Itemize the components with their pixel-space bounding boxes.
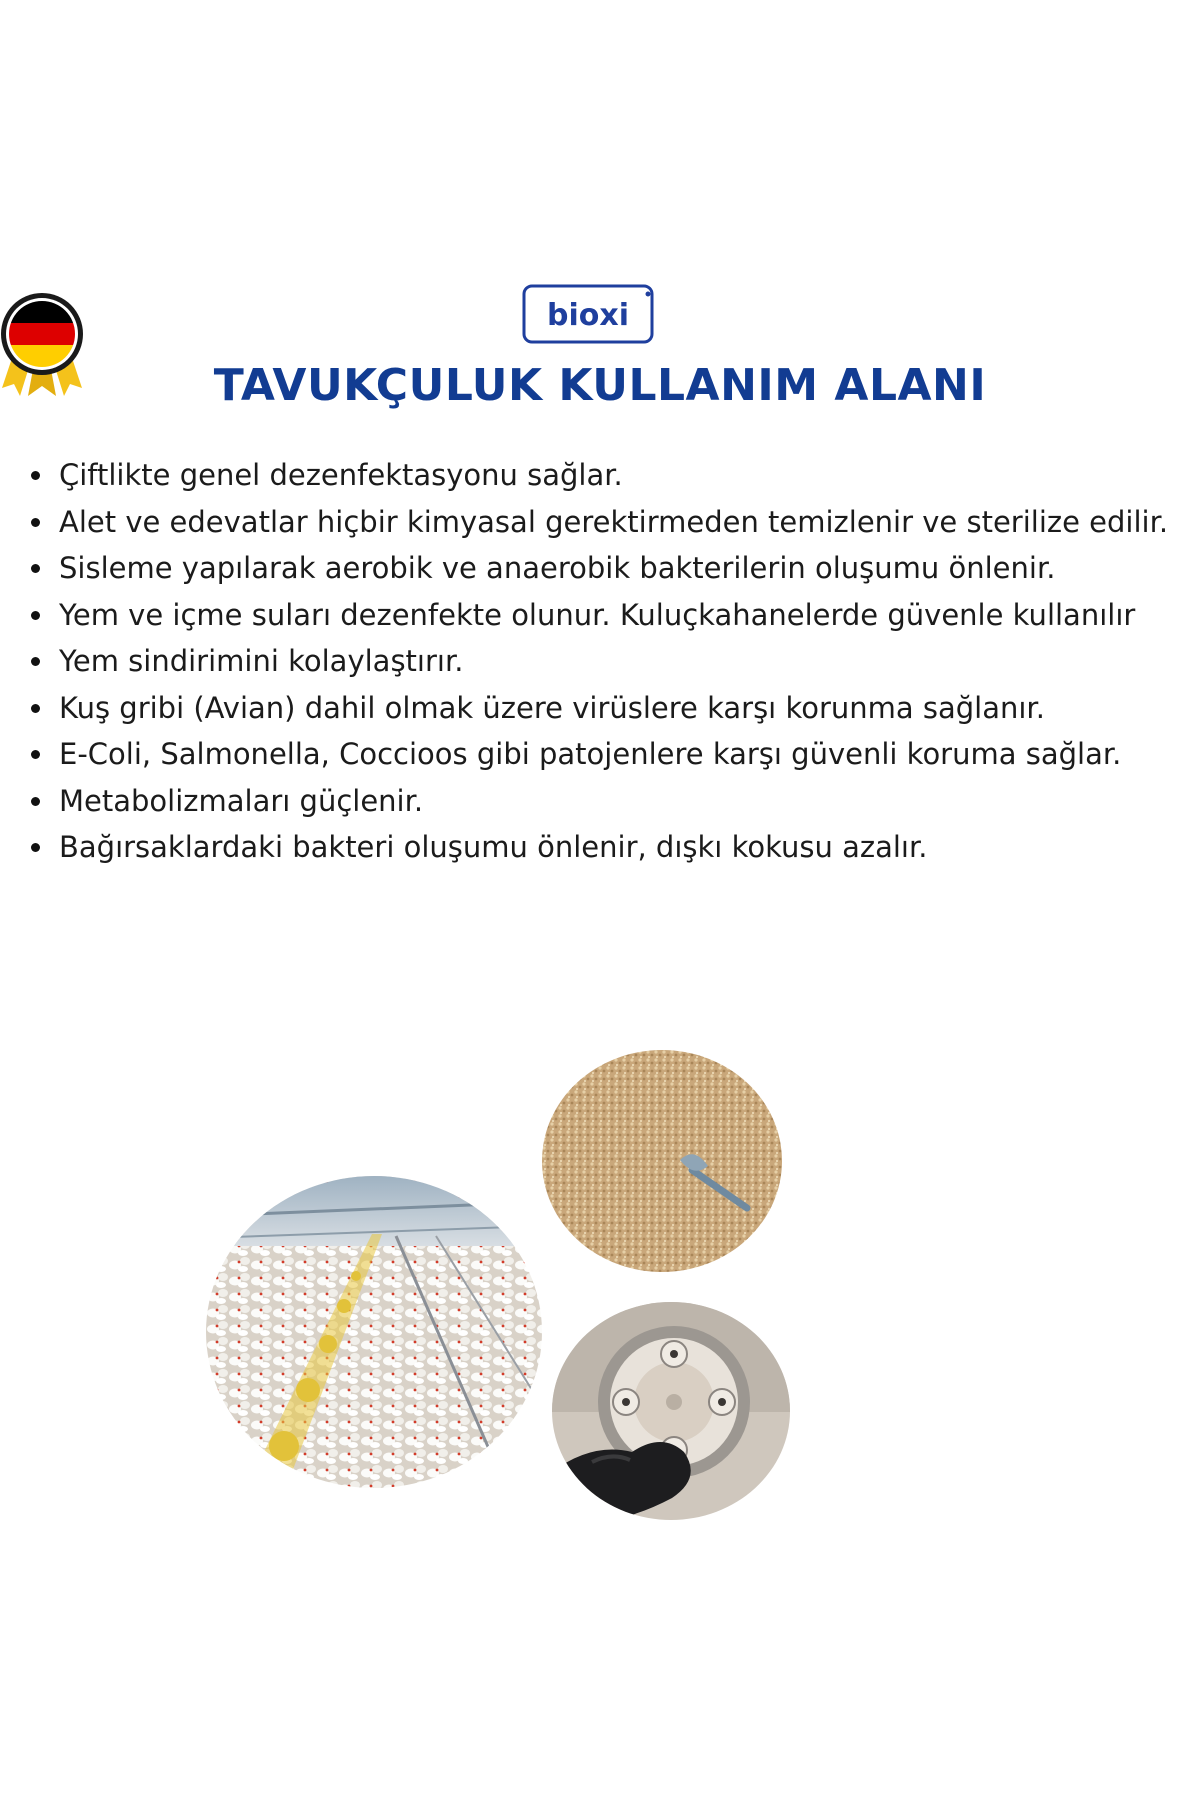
list-item-text: E-Coli, Salmonella, Coccioos gibi patojenlere karşı güvenli koruma sağlar. [59, 737, 1122, 771]
bullet-icon [31, 750, 40, 759]
list-item-text: Alet ve edevatlar hiçbir kimyasal gerektirmeden temizlenir ve sterilize edilir. [59, 504, 1169, 539]
bullet-icon [31, 657, 40, 666]
bullet-icon [31, 518, 40, 527]
list-item-text: Çiftlikte genel dezenfektasyonu sağlar. [59, 458, 623, 492]
list-item-text: Bağırsaklardaki bakteri oluşumu önlenir, dışkı kokusu azalır. [59, 830, 928, 864]
bullet-icon [31, 704, 40, 713]
list-item [28, 499, 1198, 546]
list-item [28, 452, 1198, 499]
poultry-barn-photo [206, 1176, 542, 1488]
list-item-text: Yem sindirimini kolaylaştırır. [59, 644, 464, 678]
list-item [28, 638, 1198, 685]
chicken-feed-photo [542, 1050, 782, 1272]
list-item [28, 731, 1198, 778]
list-item [28, 685, 1198, 732]
list-item-text: Yem ve içme suları dezenfekte olunur. Kuluçkahanelerde güvenle kullanılır [59, 597, 1136, 632]
bullet-icon [31, 797, 40, 806]
list-item [28, 545, 1198, 592]
bullet-icon [31, 611, 40, 620]
bioxi-logo [522, 284, 656, 344]
bullet-icon [31, 843, 40, 852]
list-item [28, 824, 1198, 871]
list-item [28, 592, 1198, 639]
list-item-text: Sisleme yapılarak aerobik ve anaerobik bakterilerin oluşumu önlenir. [59, 551, 1056, 585]
page-title: TAVUKÇULUK KULLANIM ALANI [213, 360, 987, 411]
bullet-icon [31, 471, 40, 480]
list-item [28, 778, 1198, 825]
bullet-icon [31, 564, 40, 573]
benefits-list [28, 452, 1198, 871]
list-item-text: Kuş gribi (Avian) dahil olmak üzere virüslere karşı korunma sağlanır. [59, 690, 1045, 725]
list-item-text: Metabolizmaları güçlenir. [59, 783, 424, 818]
logo-text: bioxi [546, 298, 630, 333]
mist-nozzle-photo [552, 1302, 790, 1520]
